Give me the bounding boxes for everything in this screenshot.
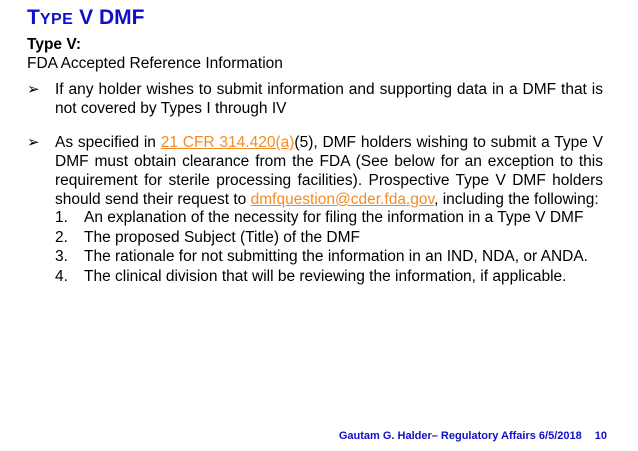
- requirements-list: [55, 208, 588, 286]
- list-item: [55, 228, 588, 248]
- footer-author: Gautam G. Halder– Regulatory Affairs 6/5/2018: [338, 430, 582, 442]
- list-number: 4.: [55, 267, 68, 285]
- list-item: [55, 208, 588, 228]
- list-item-text: The clinical division that will be reviewing the information, if applicable.: [84, 267, 567, 285]
- slide-footer: [339, 430, 607, 442]
- list-item-text: The rationale for not submitting the information in an IND, NDA, or ANDA.: [84, 248, 588, 265]
- bullet-text-1: If any holder wishes to submit information and supporting data in a DMF that is not covered by Types I through IV: [55, 81, 603, 117]
- email-link[interactable]: dmfquestion@cder.fda.gov: [250, 191, 435, 208]
- list-number: 3.: [55, 248, 68, 265]
- bullet2-text-part1: As specified in: [55, 134, 161, 151]
- bullet2-text-part2: (5), DMF holders wishing to submit a Type V DMF must obtain clearance from the FDA (See below for an exception to this requirement for sterile processing facilities). Prospective Type V DMF holders should send their request to: [55, 134, 604, 208]
- title-smallcaps: YPE: [39, 11, 74, 28]
- list-item: [55, 267, 588, 287]
- list-number: 2.: [55, 228, 68, 246]
- title-initial: T: [27, 6, 40, 29]
- cfr-link[interactable]: 21 CFR 314.420(a): [160, 134, 295, 151]
- bullet2-text-part3: , including the following:: [434, 191, 599, 208]
- page-number: 10: [594, 430, 607, 442]
- list-item-text: The proposed Subject (Title) of the DMF: [84, 228, 360, 246]
- list-number: 1.: [55, 209, 68, 226]
- title-suffix: V DMF: [73, 6, 145, 29]
- bullet-text-2: [55, 133, 603, 209]
- arrow-bullet-icon: ➢: [27, 81, 40, 98]
- section-heading: Type V:: [27, 36, 81, 53]
- slide-title: [27, 7, 145, 28]
- arrow-bullet-icon: ➢: [27, 134, 40, 151]
- list-item-text: An explanation of the necessity for filing the information in a Type V DMF: [84, 209, 584, 226]
- section-subtitle: FDA Accepted Reference Information: [27, 55, 283, 72]
- list-item: [55, 247, 588, 267]
